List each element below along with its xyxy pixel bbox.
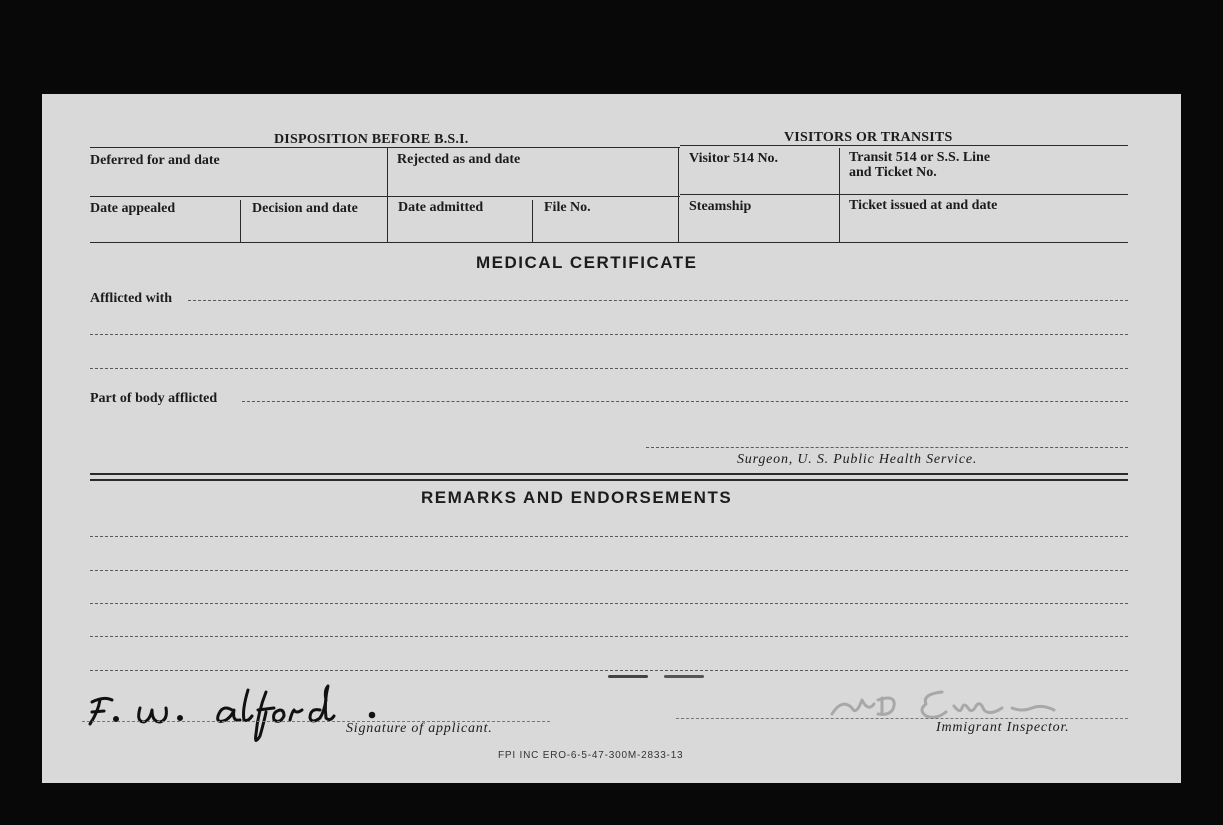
deferred-label: Deferred for and date: [90, 153, 220, 168]
remarks-line-1: [90, 536, 1128, 537]
date-admitted-label: Date admitted: [398, 200, 484, 215]
table-divider-2: [678, 148, 679, 242]
steamship-label: Steamship: [689, 199, 752, 214]
section-double-rule-bottom: [90, 479, 1128, 481]
disposition-heading: DISPOSITION BEFORE B.S.I.: [274, 132, 469, 147]
visitor-514-label: Visitor 514 No.: [689, 151, 779, 166]
surgeon-signature-line: [646, 447, 1128, 448]
afflicted-line-3: [90, 368, 1128, 369]
remarks-line-5: [90, 670, 1128, 671]
decision-label: Decision and date: [252, 201, 358, 216]
inspector-caption: Immigrant Inspector.: [936, 720, 1070, 735]
remarks-heading: REMARKS AND ENDORSEMENTS: [421, 488, 733, 507]
part-of-body-label: Part of body afflicted: [90, 391, 218, 406]
transit-label-line2: and Ticket No.: [849, 165, 937, 180]
section-double-rule-top: [90, 473, 1128, 475]
medical-certificate-heading: MEDICAL CERTIFICATE: [476, 253, 698, 272]
ticket-issued-label: Ticket issued at and date: [849, 198, 998, 213]
afflicted-line-1: [188, 300, 1128, 301]
file-no-label: File No.: [544, 200, 591, 215]
remarks-line-2: [90, 570, 1128, 571]
rejected-label: Rejected as and date: [397, 152, 521, 167]
date-appealed-label: Date appealed: [90, 201, 176, 216]
remarks-line-3: [90, 603, 1128, 604]
table-top-rule-right: [680, 145, 1128, 146]
table-mid-rule-left: [90, 196, 680, 197]
table-bottom-rule: [90, 242, 1128, 243]
afflicted-with-label: Afflicted with: [90, 291, 173, 306]
form-code: FPI INC ERO-6-5-47-300M-2833-13: [498, 750, 684, 761]
surgeon-caption: Surgeon, U. S. Public Health Service.: [737, 452, 978, 467]
immigration-record-card: [42, 94, 1181, 783]
afflicted-line-2: [90, 334, 1128, 335]
table-divider-5: [532, 200, 533, 242]
table-top-rule-left: [90, 147, 680, 148]
ink-smudge: [608, 675, 648, 678]
applicant-handwritten-signature: [82, 682, 392, 752]
table-divider-1: [387, 148, 388, 242]
table-divider-3: [839, 148, 840, 242]
remarks-line-4: [90, 636, 1128, 637]
visitors-heading: VISITORS OR TRANSITS: [784, 130, 953, 145]
transit-label-line1: Transit 514 or S.S. Line: [849, 150, 991, 165]
inspector-signature-line: [676, 718, 1128, 719]
table-divider-4: [240, 200, 241, 242]
part-of-body-line: [242, 401, 1128, 402]
table-mid-rule-right: [680, 194, 1128, 195]
applicant-caption: Signature of applicant.: [346, 721, 493, 736]
ink-smudge-2: [664, 675, 704, 678]
